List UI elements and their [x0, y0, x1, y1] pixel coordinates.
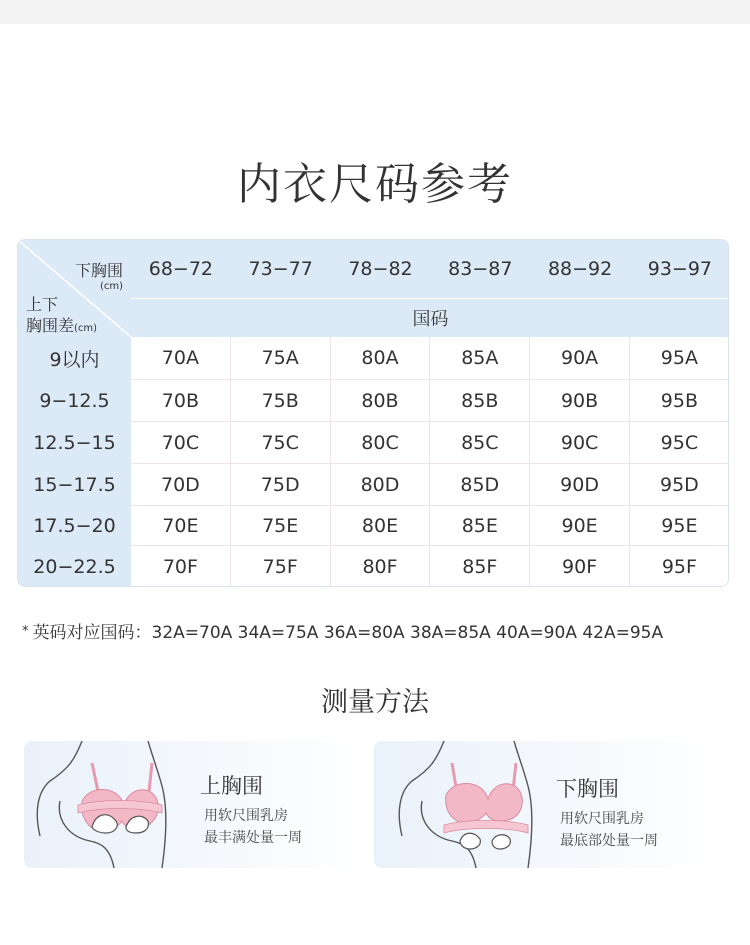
- size-cell: 95E: [630, 506, 729, 546]
- diff-label-line2: 胸围差(cm): [26, 316, 98, 335]
- size-cell: 75F: [231, 546, 331, 587]
- under-bust-unit: (cm): [99, 281, 123, 292]
- size-cell: 85C: [430, 422, 530, 464]
- size-cell: 90B: [530, 380, 630, 422]
- upper-bust-line2: 最丰满处量一周: [204, 830, 302, 846]
- size-cell: 85D: [430, 464, 530, 506]
- size-cell: 75D: [231, 464, 331, 506]
- size-cell: 70E: [131, 506, 231, 546]
- size-cell: 95D: [630, 464, 729, 506]
- size-cell: 85B: [430, 380, 530, 422]
- page-title: 内衣尺码参考: [237, 159, 513, 210]
- column-header: 68−72: [131, 240, 231, 298]
- top-bar: [0, 0, 750, 24]
- size-cell: 90F: [530, 546, 630, 587]
- column-header: 88−92: [530, 240, 630, 298]
- row-label: 15−17.5: [18, 464, 131, 506]
- column-header: 73−77: [231, 240, 331, 298]
- row-label: 9以内: [18, 337, 131, 380]
- size-cell: 85E: [430, 506, 530, 546]
- size-cell: 80F: [331, 546, 431, 587]
- size-cell: 90E: [530, 506, 630, 546]
- size-conversion-note: [22, 618, 663, 643]
- size-cell: 95A: [630, 337, 729, 380]
- size-cell: 95C: [630, 422, 729, 464]
- column-header: 78−82: [331, 240, 431, 298]
- size-cell: 80E: [331, 506, 431, 546]
- under-bust-line1: 用软尺围乳房: [560, 811, 644, 827]
- size-cell: 70A: [131, 337, 231, 380]
- row-label: 17.5−20: [18, 506, 131, 546]
- size-cell: 75C: [231, 422, 331, 464]
- size-cell: 70F: [131, 546, 231, 587]
- upper-bust-figure-icon: [30, 741, 190, 868]
- upper-bust-line1: 用软尺围乳房: [204, 808, 288, 824]
- under-bust-label: 下胸围: [74, 261, 123, 280]
- diff-label-line1: 上下: [26, 295, 59, 314]
- under-bust-figure-icon: [394, 741, 564, 868]
- size-table: [17, 239, 729, 587]
- size-cell: 80D: [331, 464, 431, 506]
- under-bust-title: 下胸围: [556, 777, 619, 801]
- row-label: 9−12.5: [18, 380, 131, 422]
- row-label: 12.5−15: [18, 422, 131, 464]
- size-cell: 70C: [131, 422, 231, 464]
- size-cell: 70B: [131, 380, 231, 422]
- guoma-label: 国码: [131, 298, 729, 337]
- size-cell: 80A: [331, 337, 431, 380]
- size-cell: 80C: [331, 422, 431, 464]
- size-cell: 75E: [231, 506, 331, 546]
- size-cell: 75A: [231, 337, 331, 380]
- size-cell: 80B: [331, 380, 431, 422]
- size-cell: 85F: [430, 546, 530, 587]
- header-separator: [131, 298, 729, 299]
- under-bust-line2: 最底部处量一周: [560, 833, 658, 849]
- size-cell: 90C: [530, 422, 630, 464]
- size-cell: 95F: [630, 546, 729, 587]
- size-cell: 70D: [131, 464, 231, 506]
- note-star: *: [22, 624, 29, 639]
- upper-bust-panel: [24, 741, 373, 868]
- size-cell: 95B: [630, 380, 729, 422]
- row-label: 20−22.5: [18, 546, 131, 587]
- size-cell: 75B: [231, 380, 331, 422]
- column-header: 83−87: [430, 240, 530, 298]
- table-corner-header: [18, 240, 131, 337]
- column-header: 93−97: [630, 240, 729, 298]
- size-cell: 85A: [430, 337, 530, 380]
- note-text: 英码对应国码：32A=70A 34A=75A 36A=80A 38A=85A 40A=90A 42A=95A: [32, 623, 664, 643]
- size-cell: 90A: [530, 337, 630, 380]
- under-bust-panel: [374, 741, 724, 868]
- measure-title: 测量方法: [321, 687, 429, 718]
- size-cell: 90D: [530, 464, 630, 506]
- upper-bust-title: 上胸围: [200, 774, 263, 798]
